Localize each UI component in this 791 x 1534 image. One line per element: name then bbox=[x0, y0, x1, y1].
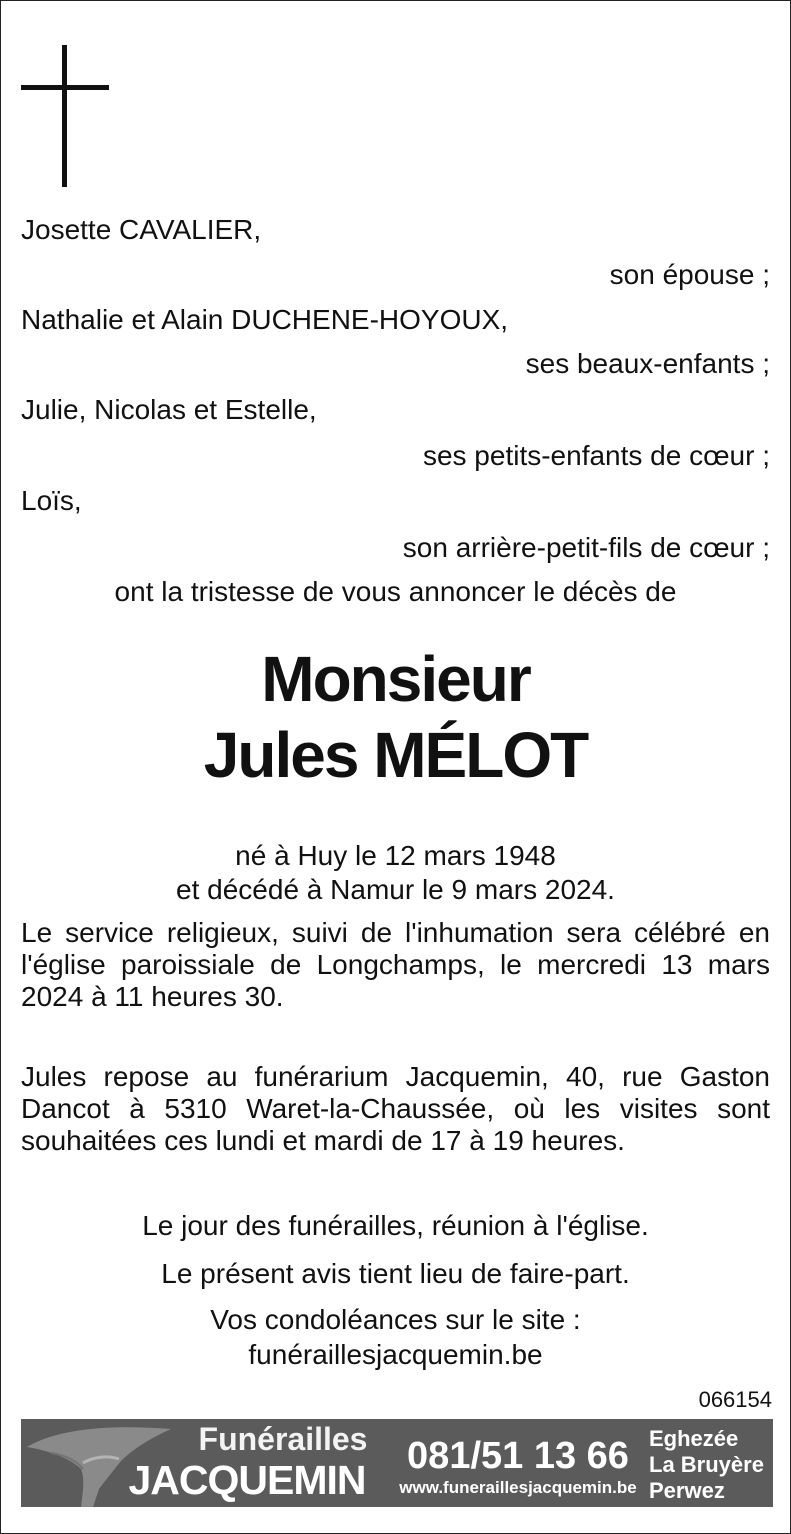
banner-website[interactable]: www.funeraillesjacquemin.be bbox=[399, 1478, 637, 1497]
condolences-website[interactable]: funéraillesjacquemin.be bbox=[248, 1339, 543, 1370]
family-member-name: Julie, Nicolas et Estelle, bbox=[21, 394, 317, 425]
phone-number[interactable]: 081/51 13 66 bbox=[407, 1435, 629, 1477]
family-member-name: Nathalie et Alain DUCHENE-HOYOUX, bbox=[21, 304, 509, 335]
brand-line1: Funérailles bbox=[198, 1421, 368, 1457]
meeting-info: Le jour des funérailles, réunion à l'église. bbox=[142, 1210, 649, 1241]
visit-paragraph: Jules repose au funérarium Jacquemin, 40, rue Gaston Dancot à 5310 Waret-la-Chaussée, où les visites sont souhaitées ces lundi et mardi de 17 à 19 heures. bbox=[21, 1061, 770, 1156]
cross-icon bbox=[21, 45, 109, 187]
service-paragraph: Le service religieux, suivi de l'inhumation sera célébré en l'église paroissiale de Longchamps, le mercredi 13 mars 2024 à 11 heures 30. bbox=[21, 917, 770, 1012]
reference-number: 066154 bbox=[698, 1387, 772, 1412]
death-info: et décédé à Namur le 9 mars 2024. bbox=[176, 874, 615, 905]
announcement-text: ont la tristesse de vous annoncer le décès de bbox=[114, 576, 677, 607]
location-item: La Bruyère bbox=[649, 1452, 764, 1477]
deceased-title: Monsieur bbox=[261, 643, 530, 715]
deceased-name: Jules MÉLOT bbox=[203, 719, 588, 791]
family-member-relation: ses beaux-enfants ; bbox=[525, 348, 770, 379]
condolences-info: Vos condoléances sur le site : bbox=[210, 1304, 581, 1335]
family-member-relation: son épouse ; bbox=[609, 259, 770, 290]
family-member-name: Loïs, bbox=[21, 485, 82, 516]
family-member-name: Josette CAVALIER, bbox=[21, 214, 262, 245]
location-item: Eghezée bbox=[649, 1426, 739, 1451]
family-member-relation: son arrière-petit-fils de cœur ; bbox=[402, 532, 770, 563]
location-item: Perwez bbox=[649, 1478, 725, 1503]
family-member-relation: ses petits-enfants de cœur ; bbox=[422, 440, 770, 471]
notice-info: Le présent avis tient lieu de faire-part. bbox=[161, 1258, 630, 1289]
brand-line2: JACQUEMIN bbox=[128, 1457, 366, 1503]
birth-info: né à Huy le 12 mars 1948 bbox=[235, 840, 556, 871]
funeral-home-banner bbox=[21, 1419, 773, 1507]
